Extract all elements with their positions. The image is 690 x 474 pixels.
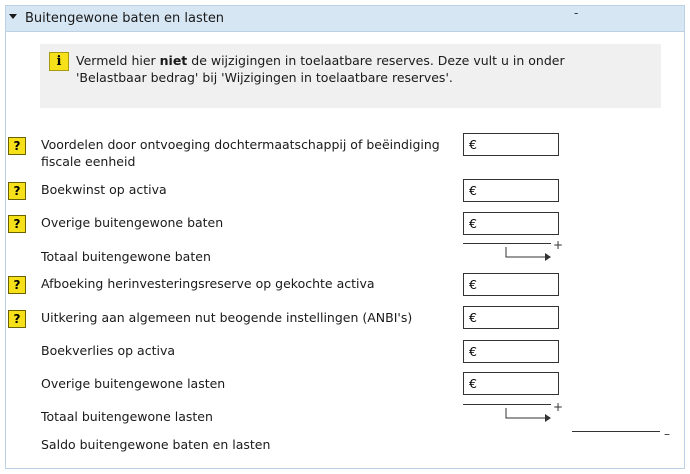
section-header[interactable] — [6, 6, 684, 32]
section-panel — [5, 5, 685, 469]
label-overige-lasten: Overige buitengewone lasten — [41, 376, 226, 391]
input-boekverlies[interactable]: € — [463, 340, 559, 363]
label-uitkering: Uitkering aan algemeen nut beogende instellingen (ANBI's) — [41, 310, 413, 325]
label-boekverlies: Boekverlies op activa — [41, 343, 176, 358]
label-afboeking: Afboeking herinvesteringsreserve op gekochte activa — [41, 276, 375, 291]
saldo-operator: – — [664, 427, 670, 441]
input-voordelen[interactable]: € — [463, 133, 559, 156]
help-button-boekwinst[interactable]: ? — [8, 182, 26, 200]
info-text: Vermeld hier niet de wijzigingen in toelaatbare reserves. Deze vult u in onder 'Belastbaar bedrag' bij 'Wijzigingen in toelaatbare reserves'. — [76, 53, 565, 85]
label-overige-baten: Overige buitengewone baten — [41, 215, 224, 230]
label-saldo: Saldo buitengewone baten en lasten — [41, 437, 271, 452]
totaal-baten-arrow-icon — [505, 247, 553, 261]
minimize-icon[interactable]: - — [574, 6, 579, 20]
input-overige-baten[interactable]: € — [463, 212, 559, 235]
totaal-lasten-line — [463, 404, 551, 405]
totaal-baten-line — [463, 243, 551, 244]
section-title: Buitengewone baten en lasten — [25, 11, 225, 26]
label-totaal-lasten: Totaal buitengewone lasten — [41, 409, 213, 424]
input-boekwinst[interactable]: € — [463, 179, 559, 202]
info-icon: i — [49, 52, 69, 71]
info-box — [40, 44, 661, 108]
input-uitkering[interactable]: € — [463, 306, 559, 329]
label-voordelen: Voordelen door ontvoeging dochtermaatschappij of beëindiging fiscale eenheid — [41, 137, 440, 169]
input-overige-lasten[interactable]: € — [463, 372, 559, 395]
help-button-voordelen[interactable]: ? — [8, 137, 26, 155]
input-afboeking[interactable]: € — [463, 273, 559, 296]
totaal-lasten-arrow-icon — [505, 408, 553, 422]
saldo-line — [572, 431, 660, 432]
label-boekwinst: Boekwinst op activa — [41, 182, 167, 197]
help-button-afboeking[interactable]: ? — [8, 276, 26, 294]
help-button-uitkering[interactable]: ? — [8, 310, 26, 328]
totaal-baten-operator: + — [553, 238, 564, 252]
label-totaal-baten: Totaal buitengewone baten — [41, 249, 211, 264]
collapse-caret-icon[interactable] — [9, 14, 17, 19]
totaal-lasten-operator: + — [553, 400, 564, 414]
info-text-bold: niet — [159, 53, 188, 68]
help-button-overige-baten[interactable]: ? — [8, 215, 26, 233]
